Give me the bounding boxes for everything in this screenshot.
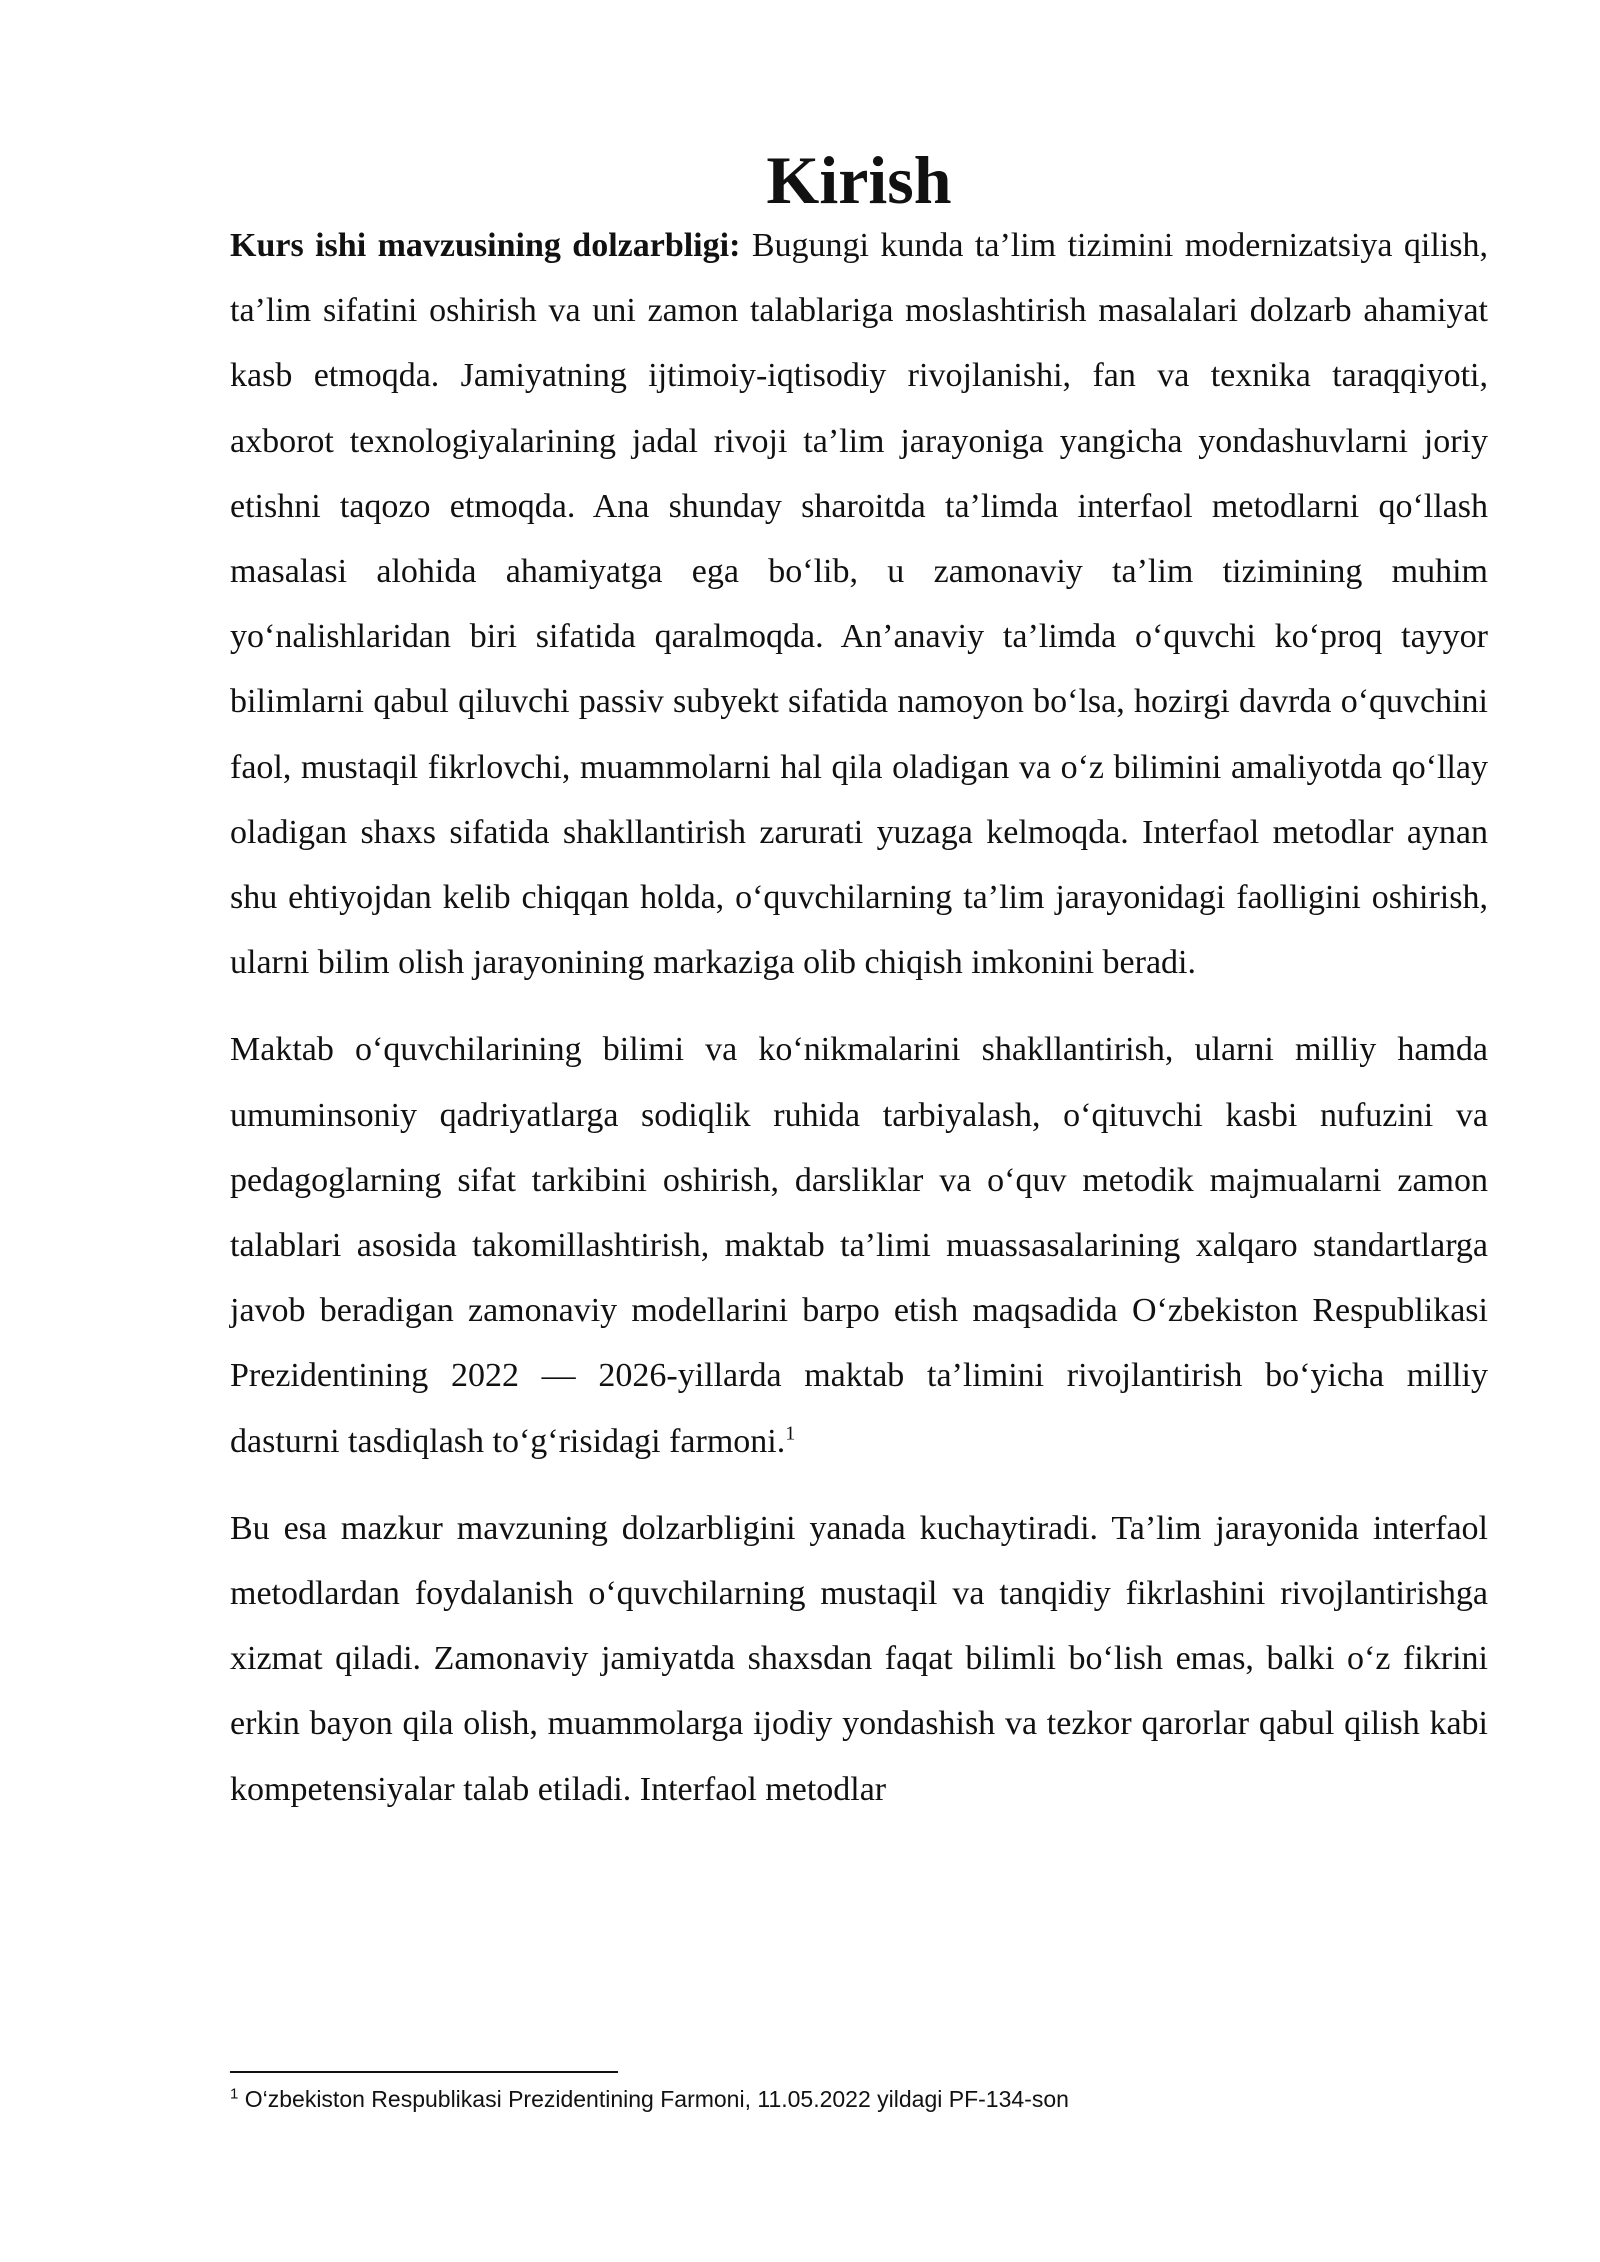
page-title: Kirish [766,142,952,218]
paragraph-decree [230,1017,1488,1473]
footnote-marker: 1 [230,2085,239,2103]
footnote-reference[interactable]: 1 [785,1422,796,1445]
paragraph-continuation [230,1496,1488,1822]
page-body [230,142,1488,1844]
paragraph-text: Maktab o‘quvchilarining bilimi va ko‘nikmalarini shakllantirish, ularni milliy hamda umuminsoniy qadriyatlarga sodiqlik ruhida tarbiyalash, o‘qituvchi kasbi nufuzini va pedagoglarning sifat tarkibini oshirish, darsliklar va o‘quv metodik majmualarni zamon talablari asosida takomillashtirish, maktab ta’limi muassasalarining xalqaro standartlarga javob beradigan zamonaviy modellarini barpo etish maqsadida O‘zbekiston Respublikasi Prezidentining 2022 — 2026-yillarda maktab ta’limini rivojlantirish bo‘yicha milliy dasturni tasdiqlash to‘g‘risidagi farmoni. [230,1031,1488,1460]
paragraph-relevance [230,213,1488,995]
paragraph-text: Bugungi kunda ta’lim tizimini modernizatsiya qilish, ta’lim sifatini oshirish va uni zamon talablariga moslashtirish masalalari dolzarb ahamiyat kasb etmoqda. Jamiyatning ijtimoiy-iqtisodiy rivojlanishi, fan va texnika taraqqiyoti, axborot texnologiyalarining jadal rivoji ta’lim jarayoniga yangicha yondashuvlarni joriy etishni taqozo etmoqda. Ana shunday sharoitda ta’limda interfaol metodlarni qo‘llash masalasi alohida ahamiyatga ega bo‘lib, u zamonaviy ta’lim tizimining muhim yo‘nalishlaridan biri sifatida qaralmoqda. An’anaviy ta’limda o‘quvchi ko‘proq tayyor bilimlarni qabul qiluvchi passiv subyekt sifatida namoyon bo‘lsa, hozirgi davrda o‘quvchini faol, mustaqil fikrlovchi, muammolarni hal qila oladigan va o‘z bilimini amaliyotda qo‘llay oladigan shaxs sifatida shakllantirish zarurati yuzaga kelmoqda. Interfaol metodlar aynan shu ehtiyojdan kelib chiqqan holda, o‘quvchilarning ta’lim jarayonidagi faolligini oshirish, ularni bilim olish jarayonining markaziga olib chiqish imkonini beradi. [230,227,1488,982]
footnote [230,2084,1488,2114]
footnote-text: O‘zbekiston Respublikasi Prezidentining Farmoni, 11.05.2022 yildagi PF-134-son [238,2086,1069,2112]
paragraph-lead: Kurs ishi mavzusining dolzarbligi: [230,227,741,264]
footnote-separator [230,2071,618,2073]
paragraph-text: Bu esa mazkur mavzuning dolzarbligini yanada kuchaytiradi. Ta’lim jarayonida interfaol metodlardan foydalanish o‘quvchilarning mustaqil va tanqidiy fikrlashini rivojlantirishga xizmat qiladi. Zamonaviy jamiyatda shaxsdan faqat bilimli bo‘lish emas, balki o‘z fikrini erkin bayon qila olish, muammolarga ijodiy yondashish va tezkor qarorlar qabul qilish kabi kompetensiyalar talab etiladi. Interfaol metodlar [230,1509,1488,1808]
